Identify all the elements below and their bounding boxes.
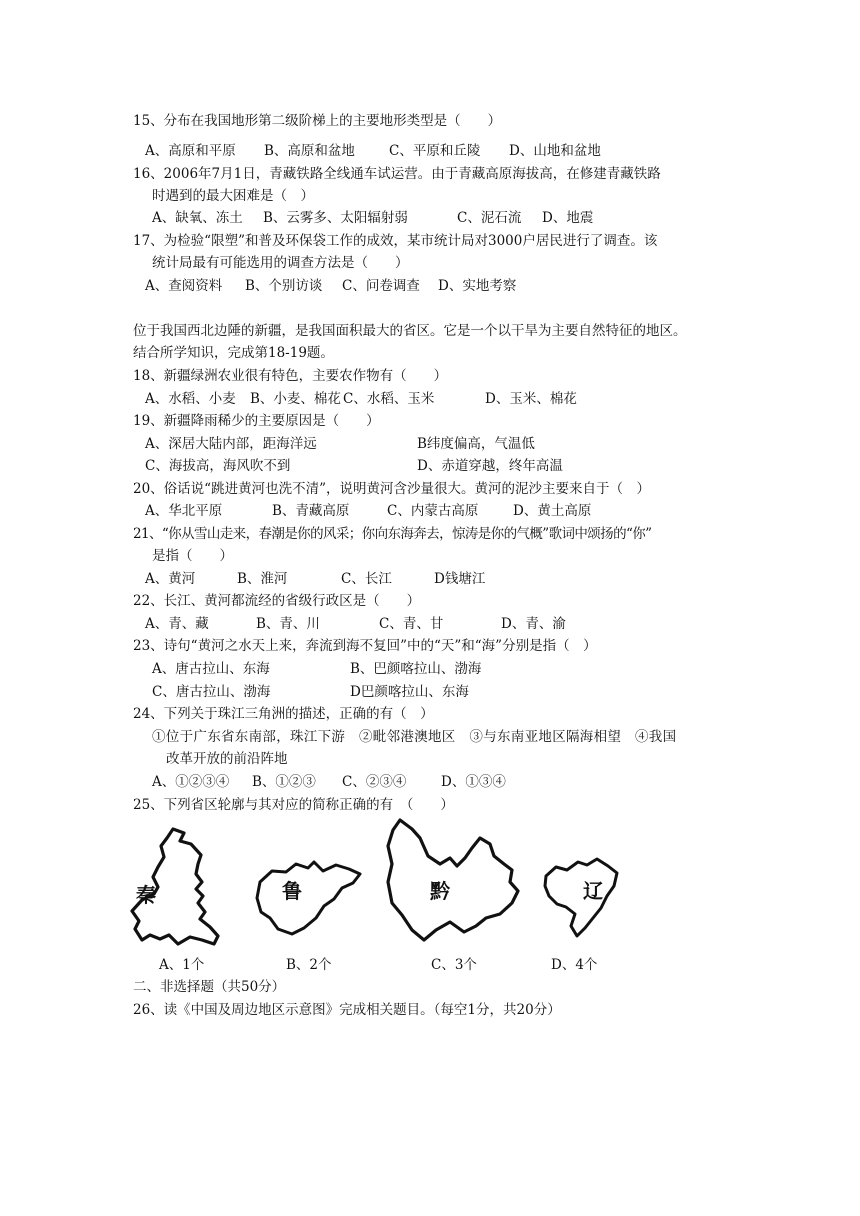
q25-option-c: C、3个	[431, 957, 477, 973]
q17-option-a: A、查阅资料	[145, 278, 223, 294]
q16-option-d: D、地震	[542, 210, 594, 226]
q16-stem-line-1: 16、2006年7月1日，青藏铁路全线通车试运营。由于青藏高原海拔高，在修建青藏铁路	[133, 166, 661, 182]
q24-option-d: D、①③④	[441, 774, 506, 790]
q26-stem: 26、读《中国及周边地区示意图》完成相关题目。（每空1分，共20分）	[133, 1002, 561, 1018]
guizhou-outline-map	[384, 818, 522, 944]
liaoning-label: 辽	[583, 879, 603, 903]
q24-statements-line-1: ①位于广东省东南部，珠江下游 ②毗邻港澳地区 ③与东南亚地区隔海相望 ④我国	[152, 729, 677, 745]
q18-option-c: C、水稻、玉米	[343, 391, 435, 407]
q23-stem: 23、诗句“黄河之水天上来，奔流到海不复回”中的“天”和“海”分别是指（ ）	[133, 638, 597, 654]
q16-stem-line-2: 时遇到的最大困难是（ ）	[152, 188, 314, 204]
q23-option-a: A、唐古拉山、东海	[152, 661, 270, 677]
q17-stem-line-1: 17、为检验“限塑”和普及环保袋工作的成效，某市统计局对3000户居民进行了调查。该	[133, 233, 658, 249]
q19-option-c: C、海拔高，海风吹不到	[145, 458, 291, 474]
shaanxi-outline-map	[128, 826, 228, 950]
q15-option-c: C、平原和丘陵	[389, 143, 481, 159]
q17-option-c: C、问卷调查	[342, 278, 420, 294]
q22-option-d: D、青、渝	[501, 616, 566, 632]
q15-option-b: B、高原和盆地	[264, 143, 355, 159]
q16-option-b: B、云雾多、太阳辐射弱	[263, 210, 408, 226]
q21-option-c: C、长江	[341, 571, 392, 587]
shaanxi-label: 秦	[136, 883, 156, 907]
q18-option-d: D、玉米、棉花	[485, 391, 577, 407]
q25-option-d: D、4个	[551, 957, 598, 973]
q24-stem: 24、下列关于珠江三角洲的描述，正确的有（ ）	[133, 706, 434, 722]
liaoning-outline-map	[541, 856, 621, 940]
q23-option-d: D巴颜喀拉山、东海	[350, 684, 469, 700]
q24-option-b: B、①②③	[252, 774, 316, 790]
q22-option-b: B、青、川	[256, 616, 320, 632]
q17-option-b: B、个别访谈	[245, 278, 323, 294]
q22-option-c: C、青、甘	[379, 616, 444, 632]
q25-option-b: B、2个	[286, 957, 332, 973]
intro-line-2: 结合所学知识，完成第18-19题。	[133, 345, 334, 361]
q17-stem-line-2: 统计局最有可能选用的调查方法是（ ）	[152, 255, 409, 271]
q20-stem: 20、俗话说“跳进黄河也洗不清”，说明黄河含沙量很大。黄河的泥沙主要来自于（ ）	[133, 481, 650, 497]
q21-option-a: A、黄河	[145, 571, 196, 587]
q22-stem: 22、长江、黄河都流经的省级行政区是（ ）	[133, 593, 421, 609]
q24-option-c: C、②③④	[342, 774, 407, 790]
q16-option-a: A、缺氧、冻土	[152, 210, 243, 226]
section-2-heading: 二、非选择题（共50分）	[133, 979, 286, 995]
q25-stem: 25、下列省区轮廓与其对应的简称正确的有 （ ）	[133, 797, 454, 813]
q17-option-d: D、实地考察	[438, 278, 517, 294]
q24-statements-line-2: 改革开放的前沿阵地	[166, 751, 288, 767]
q20-option-c: C、内蒙古高原	[387, 503, 479, 519]
q22-option-a: A、青、藏	[145, 616, 209, 632]
q19-option-d: D、赤道穿越，终年高温	[417, 458, 563, 474]
q24-option-a: A、①②③④	[152, 774, 230, 790]
q21-stem-line-1: 21、“你从雪山走来，春潮是你的风采；你向东海奔去，惊涛是你的气概”歌词中颂扬的“你”	[133, 526, 652, 542]
q15-stem: 15、分布在我国地形第二级阶梯上的主要地形类型是（ ）	[133, 113, 502, 129]
q23-option-b: B、巴颜喀拉山、渤海	[350, 661, 482, 677]
shandong-label: 鲁	[282, 879, 302, 903]
q20-option-b: B、青藏高原	[272, 503, 350, 519]
q15-option-a: A、高原和平原	[145, 143, 236, 159]
intro-line-1: 位于我国西北边陲的新疆，是我国面积最大的省区。它是一个以干旱为主要自然特征的地区。	[133, 323, 687, 339]
guizhou-label: 黔	[430, 879, 450, 903]
q21-stem-line-2: 是指（ ）	[152, 548, 233, 564]
q20-option-d: D、黄土高原	[513, 503, 592, 519]
q15-option-d: D、山地和盆地	[509, 143, 601, 159]
shandong-outline-map	[252, 858, 366, 938]
q19-option-a: A、深居大陆内部，距海洋远	[145, 436, 317, 452]
q21-option-d: D钱塘江	[434, 571, 486, 587]
q23-option-c: C、唐古拉山、渤海	[152, 684, 271, 700]
q19-option-b: B纬度偏高，气温低	[417, 436, 535, 452]
q25-option-a: A、1个	[159, 957, 205, 973]
q18-stem: 18、新疆绿洲农业很有特色，主要农作物有（ ）	[133, 368, 448, 384]
q18-option-b: B、小麦、棉花	[250, 391, 341, 407]
q19-stem: 19、新疆降雨稀少的主要原因是（ ）	[133, 413, 380, 429]
q21-option-b: B、淮河	[237, 571, 288, 587]
q16-option-c: C、泥石流	[457, 210, 522, 226]
q20-option-a: A、华北平原	[145, 503, 223, 519]
q18-option-a: A、水稻、小麦	[145, 391, 236, 407]
